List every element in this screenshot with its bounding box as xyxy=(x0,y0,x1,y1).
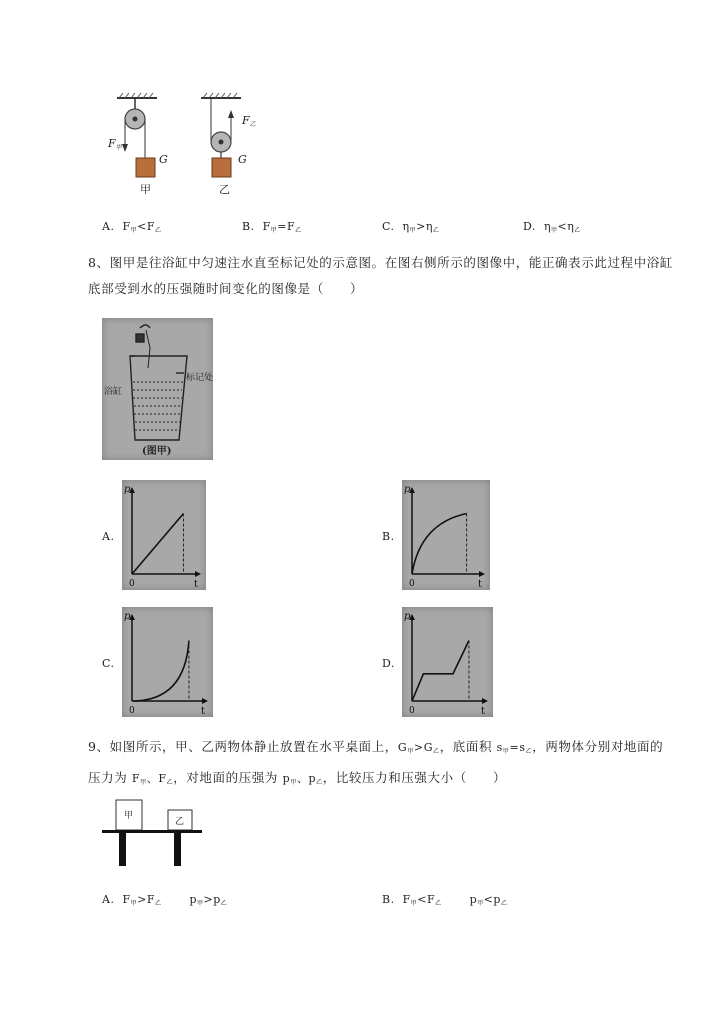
x-arrow xyxy=(482,698,488,704)
graph-d[interactable] xyxy=(402,607,493,717)
q8-line-1: 8、图甲是往浴缸中匀速注水直至标记处的示意图。在图右侧所示的图像中，能正确表示此过程中浴缸 xyxy=(88,255,673,270)
weight-block-right xyxy=(212,158,231,177)
y-axis-label: p xyxy=(124,484,131,495)
graph-c[interactable] xyxy=(122,607,213,717)
tub-label: 浴缸 xyxy=(104,387,123,397)
y-axis-label: p xyxy=(404,611,411,622)
origin-label: 0 xyxy=(409,706,415,716)
q8-option-a-label[interactable]: A. xyxy=(102,530,115,543)
x-axis-label: t xyxy=(478,579,483,590)
graph-a[interactable] xyxy=(122,480,206,590)
fixed-pulley xyxy=(125,109,145,129)
origin-label: 0 xyxy=(129,579,135,589)
force-arrow-left xyxy=(122,144,128,152)
q9-option-a[interactable]: A. $F_甲>F_乙$ $p_甲>p_乙$ xyxy=(102,893,228,907)
q9-line-2: 压力为 $F_甲$、$F_乙$，对地面的压强为 $p_甲$、$p_乙$，比较压力和压强大小（ ） xyxy=(88,770,507,786)
weight-label-left: G xyxy=(159,153,168,166)
x-axis-label: t xyxy=(481,706,486,717)
block-yi-label: 乙 xyxy=(175,817,185,827)
y-axis-label: p xyxy=(404,484,411,495)
q9-question xyxy=(88,734,713,796)
y-axis-label: p xyxy=(124,611,131,622)
g-compare: $G_甲>G_乙$ xyxy=(397,741,440,755)
origin-label: 0 xyxy=(129,706,135,716)
q8-option-d-label[interactable]: D. xyxy=(382,657,395,670)
weight-block-left xyxy=(136,158,155,177)
q8-question xyxy=(88,250,708,302)
pressure-curve xyxy=(132,514,183,574)
block-jia-label: 甲 xyxy=(124,811,134,821)
table-leg-right xyxy=(174,833,181,866)
q7-option-b[interactable]: B. $F_甲=F_乙$ xyxy=(242,220,302,234)
q8-line-2: 底部受到水的压强随时间变化的图像是（ ） xyxy=(88,281,364,296)
weight-label-right: G xyxy=(238,153,247,166)
x-arrow xyxy=(479,571,485,577)
q8-option-c-label[interactable]: C. xyxy=(102,657,115,670)
table-top xyxy=(102,830,202,833)
pressure-curve xyxy=(132,641,189,701)
q8-option-b-label[interactable]: B. xyxy=(382,530,395,543)
f-pair: $F_甲$、$F_乙$ xyxy=(131,772,174,786)
s-compare: $s_甲=s_乙$ xyxy=(496,741,533,755)
table-leg-left xyxy=(119,833,126,866)
ceiling-left xyxy=(117,93,157,110)
q7-option-a[interactable]: A. $F_甲<F_乙$ xyxy=(102,220,162,234)
origin-label: 0 xyxy=(409,579,415,589)
caption-right: 乙 xyxy=(219,183,230,196)
ceiling-right xyxy=(201,93,241,98)
caption-left: 甲 xyxy=(140,183,151,196)
x-axis-label: t xyxy=(194,579,199,590)
force-label-right: $F_乙$ xyxy=(242,114,256,128)
x-arrow xyxy=(195,571,201,577)
movable-pulley xyxy=(211,132,231,152)
graph-b[interactable] xyxy=(402,480,490,590)
force-label-left: $F_甲$ xyxy=(108,137,122,151)
q7-option-c[interactable]: C. $\eta_甲>\eta_乙$ xyxy=(382,220,440,234)
force-arrow-right xyxy=(228,110,234,118)
q9-option-b[interactable]: B. $F_甲<F_乙$ $p_甲<p_乙$ xyxy=(382,893,508,907)
figure-caption: (图甲) xyxy=(142,446,172,457)
x-axis-label: t xyxy=(201,706,206,717)
mark-label: 标记处 xyxy=(186,373,214,383)
bathtub-figure xyxy=(102,318,213,460)
pressure-curve xyxy=(412,514,467,574)
pulley-diagram xyxy=(105,92,280,202)
table-figure xyxy=(100,796,205,868)
q9-line-1: 9、如图所示，甲、乙两物体静止放置在水平桌面上，$G_甲>G_乙$，底面积 $s_甲=s_乙$，两物体分别对地面的 xyxy=(88,739,664,755)
pressure-curve xyxy=(412,641,469,701)
p-pair: $p_甲$、$p_乙$ xyxy=(282,772,323,786)
q7-option-d[interactable]: D. $\eta_甲<\eta_乙$ xyxy=(523,220,581,234)
x-arrow xyxy=(202,698,208,704)
